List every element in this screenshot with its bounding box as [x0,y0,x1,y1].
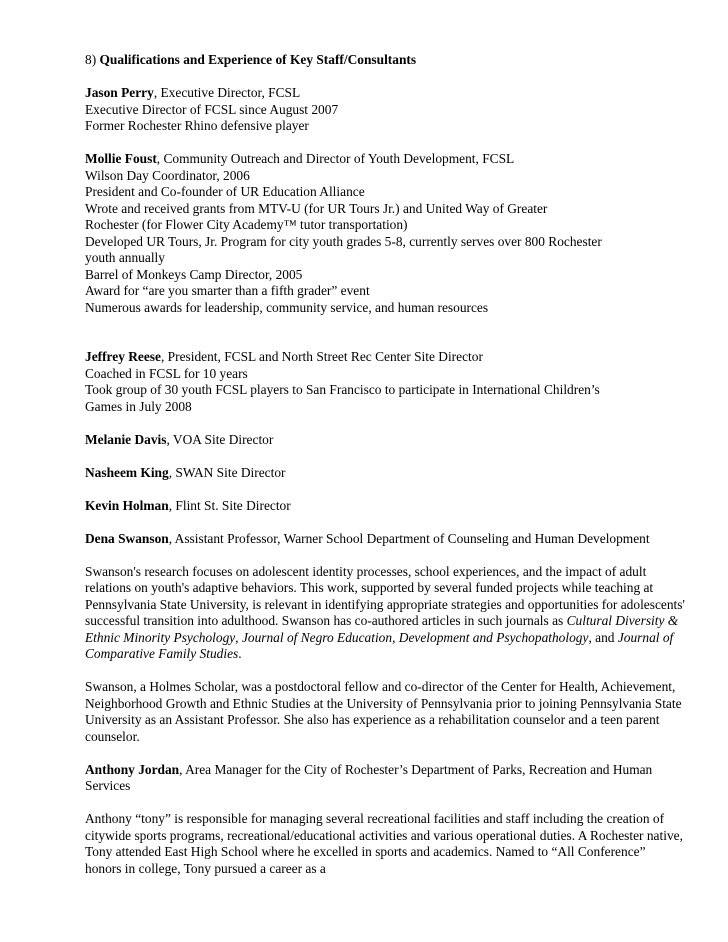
qualification-line: Coached in FCSL for 10 years [85,365,248,381]
qualification-line: Barrel of Monkeys Camp Director, 2005 [85,266,303,282]
staff-nasheem-king [85,465,685,482]
staff-title: , Community Outreach and Director of Youth Development, FCSL [156,151,515,166]
qualification-line: Executive Director of FCSL since August 2007 [85,101,339,117]
qualification-line: Numerous awards for leadership, community service, and human resources [85,299,489,315]
staff-name: Anthony Jordan [85,761,180,777]
separator: , and [588,629,618,645]
staff-name: Jeffrey Reese [85,349,161,364]
jordan-paragraph [85,811,685,877]
qualification-line: Wilson Day Coordinator, 2006 [85,167,250,183]
separator: , [235,629,242,645]
separator: , [392,629,399,645]
journal-title: Journal of Comparative Family Studies [85,629,674,661]
staff-title: , Flint St. Site Director [168,497,291,513]
staff-kevin-holman [85,498,685,515]
staff-name: Kevin Holman [85,497,169,513]
staff-title: , VOA Site Director [166,431,274,447]
staff-title: , Executive Director, FCSL [153,85,301,100]
staff-title: , SWAN Site Director [168,464,286,480]
staff-title: , Area Manager for the City of Rochester’s Department of Parks, Recreation and Human Services [85,761,653,793]
qualification-line: Award for “are you smarter than a fifth grader” event [85,283,370,298]
paragraph-text: Swanson, a Holmes Scholar, was a postdoctoral fellow and co-director of the Center for Health, Achievement, Neighborhood Growth and Ethnic Studies at the University of Pennsylvania prior to joining Pennsylvania State University as an Assistant Professor. She also has experience as a rehabilitation counselor and a teen parent counselor. [85,679,682,744]
journal-title: Cultural Diversity & Ethnic Minority Psychology [85,613,679,645]
qualification-line: youth annually [85,250,165,265]
qualification-line: President and Co-founder of UR Education Alliance [85,184,365,199]
staff-name: Jason Perry [85,85,154,100]
paragraph-text: Swanson's research focuses on adolescent identity processes, school experiences, and the impact of adult relations on youth's adaptive behaviors. This work, supported by several funded projects while teaching at Pennsylvania State University, is relevant in identifying appropriate strategies and opportunities for adolescents' successful transition into adulthood. Swanson has co-authored articles in such journals as [85,563,685,628]
staff-name: Mollie Foust [85,151,157,166]
section-heading [85,52,685,69]
staff-melanie-davis [85,432,685,449]
qualification-line: Wrote and received grants from MTV-U (for UR Tours Jr.) and United Way of Greater [85,200,548,216]
staff-jeffrey-reese [85,349,685,415]
qualification-line: Games in July 2008 [85,398,192,414]
staff-title: , President, FCSL and North Street Rec Center Site Director [160,349,483,364]
qualification-line: Developed UR Tours, Jr. Program for city youth grades 5-8, currently serves over 800 Rochester [85,233,602,249]
staff-dena-swanson [85,531,685,548]
journal-title: Journal of Negro Education [241,629,393,645]
swanson-background-paragraph [85,679,685,745]
qualification-line: Former Rochester Rhino defensive player [85,118,309,133]
qualification-line: Rochester (for Flower City Academy™ tutor transportation) [85,217,408,232]
separator: . [238,646,242,661]
staff-name: Melanie Davis [85,431,167,447]
document-page [85,52,685,894]
staff-name: Dena Swanson [85,530,169,546]
staff-mollie-foust [85,151,685,316]
staff-title: , Assistant Professor, Warner School Department of Counseling and Human Development [168,530,650,546]
staff-anthony-jordan [85,762,685,795]
section-number: 8) [85,52,97,67]
section-title: Qualifications and Experience of Key Staff/Consultants [99,52,417,67]
staff-name: Nasheem King [85,464,169,480]
qualification-line: Took group of 30 youth FCSL players to San Francisco to participate in International Children’s [85,382,600,397]
journal-title: Development and Psychopathology [398,629,589,645]
staff-jason-perry [85,85,685,135]
swanson-research-paragraph [85,564,685,663]
paragraph-text: Anthony “tony” is responsible for managing several recreational facilities and staff including the creation of citywide sports programs, recreational/educational activities and various operational duties. A Rochester native, Tony attended East High School where he excelled in sports and academics. Named to “All Conference” honors in college, Tony pursued a career as a [85,811,683,876]
